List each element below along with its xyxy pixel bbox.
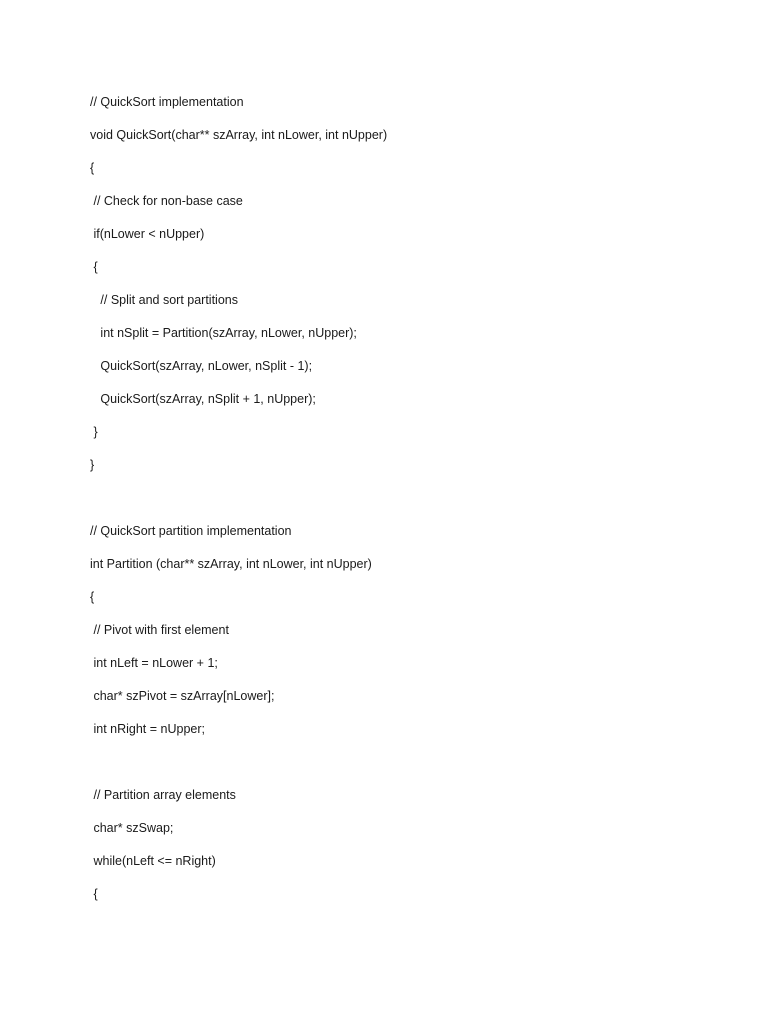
code-line: QuickSort(szArray, nLower, nSplit - 1); (90, 359, 313, 373)
code-line: // Partition array elements (90, 788, 236, 802)
code-line: // Split and sort partitions (90, 293, 238, 307)
code-line: } (90, 425, 98, 439)
code-line: // QuickSort implementation (90, 95, 244, 109)
code-listing (90, 93, 710, 918)
code-line: int nLeft = nLower + 1; (90, 656, 218, 670)
code-line: { (90, 260, 98, 274)
code-line: char* szPivot = szArray[nLower]; (90, 689, 275, 703)
code-line: int nRight = nUpper; (90, 722, 205, 736)
code-line: // QuickSort partition implementation (90, 524, 292, 538)
code-line: char* szSwap; (90, 821, 174, 835)
code-line: while(nLeft <= nRight) (90, 854, 216, 868)
code-line: { (90, 161, 95, 175)
code-line: QuickSort(szArray, nSplit + 1, nUpper); (90, 392, 316, 406)
blank-line (90, 489, 710, 522)
code-line: } (90, 458, 95, 472)
code-line: // Check for non-base case (90, 194, 243, 208)
code-line: int nSplit = Partition(szArray, nLower, nUpper); (90, 326, 357, 340)
code-line: { (90, 887, 98, 901)
code-line: void QuickSort(char** szArray, int nLower, int nUpper) (90, 128, 388, 142)
blank-line (90, 753, 710, 786)
code-line: // Pivot with first element (90, 623, 229, 637)
code-line: if(nLower < nUpper) (90, 227, 205, 241)
code-line: int Partition (char** szArray, int nLower, int nUpper) (90, 557, 372, 571)
code-line: { (90, 590, 95, 604)
